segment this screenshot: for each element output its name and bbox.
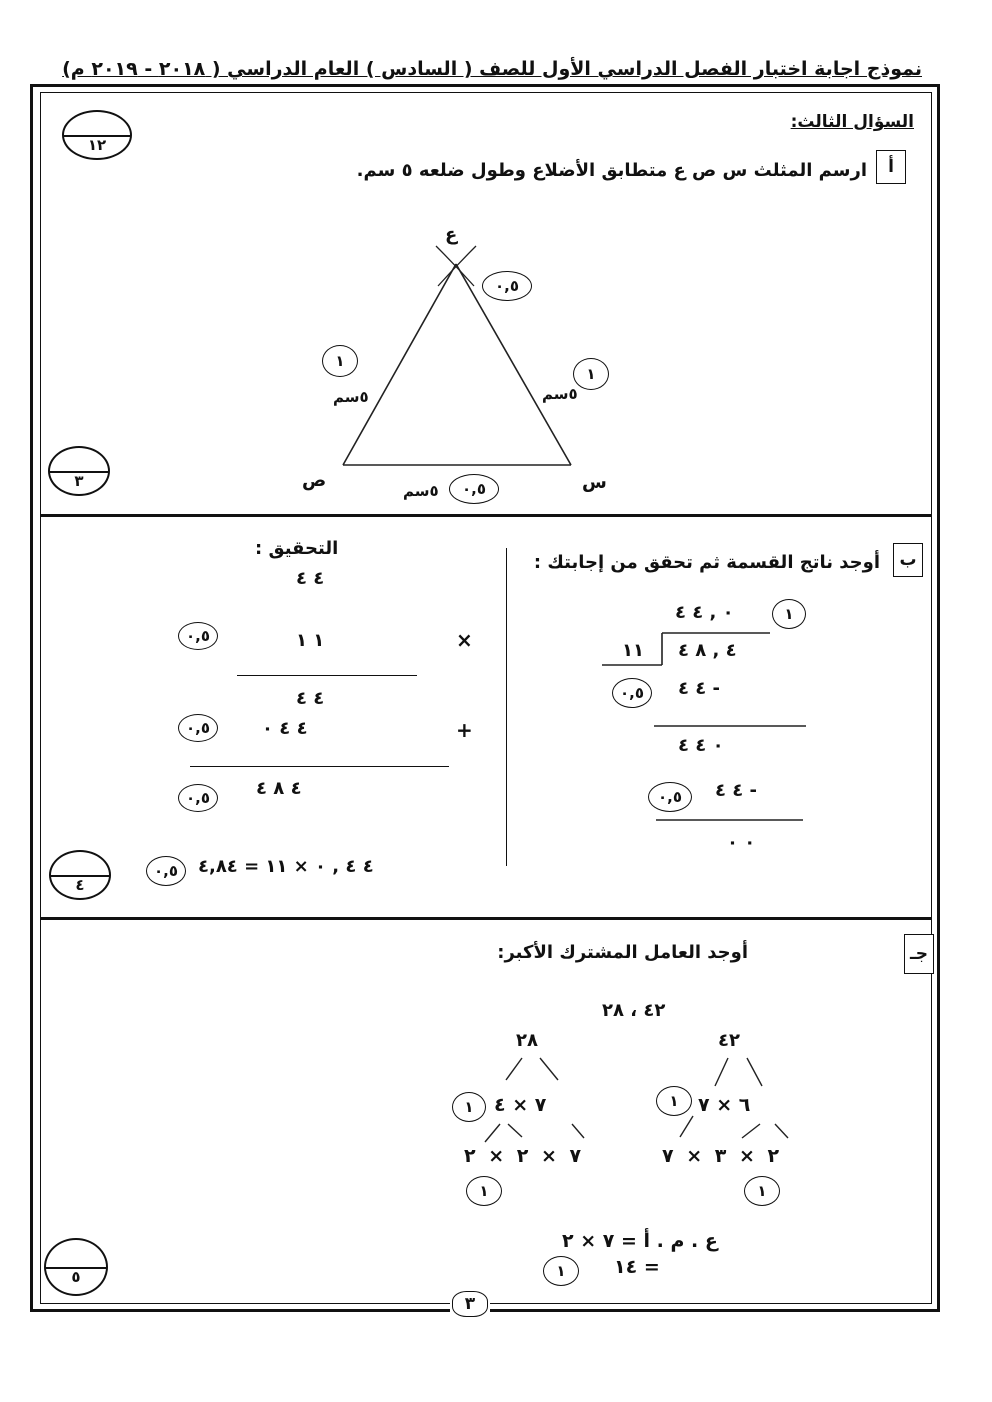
tree-42-level2-mark: ١ (744, 1176, 780, 1206)
mark-circle-left: ١ (322, 345, 358, 377)
division-final: ٠ ٠ (727, 832, 756, 853)
mark-circle-right: ١ (573, 358, 609, 390)
gcf-line2: = ١٤ (614, 1256, 660, 1278)
page-number-badge (450, 1290, 490, 1318)
step1-mark-circle: ٠,٥ (612, 678, 652, 708)
part-a-score-value: ٣ (74, 471, 84, 490)
side-bottom-length: ٥سم (403, 482, 439, 500)
step2-mark-circle: ٠,٥ (648, 782, 692, 812)
tree-28-level1: ٧ × ٤ (494, 1094, 547, 1116)
tree-28-root: ٢٨ (516, 1030, 538, 1051)
total-score-value: ١٢ (87, 135, 107, 154)
part-b-tag: ب (893, 543, 923, 577)
quotient-mark-circle: ١ (772, 599, 806, 629)
division-remainder1: ٠ ٤ ٤ (678, 735, 724, 756)
mark-circle-apex: ٠,٥ (482, 271, 532, 301)
side-left-length: ٥سم (333, 388, 369, 406)
part-b-prompt: أوجد ناتج القسمة ثم تحقق من إجابتك : (533, 552, 880, 573)
verification-title: التحقيق : (255, 538, 339, 559)
question-title: السؤال الثالث: (790, 112, 914, 132)
gcf-numbers: ٤٢ ، ٢٨ (602, 1000, 666, 1021)
quotient: ٠ , ٤ ٤ (675, 602, 734, 623)
part-c-score-value: ٥ (71, 1268, 81, 1287)
verification-multiplier: ١ ١ (296, 630, 325, 651)
division-step1: ٤ ٤ - (678, 678, 721, 699)
gcf-mark-circle: ١ (543, 1256, 579, 1286)
plus-sign: + (456, 718, 473, 742)
equation-mark-circle: ٠,٥ (146, 856, 186, 886)
tree-28-level2-mark: ١ (466, 1176, 502, 1206)
part-c-prompt: أوجد العامل المشترك الأكبر: (497, 942, 748, 963)
part-b-score-value: ٤ (75, 875, 85, 894)
tree-42-level1: ٦ × ٧ (698, 1094, 751, 1116)
verification-mark-3: ٠,٥ (178, 784, 218, 812)
part-a-prompt: ارسم المثلث س ص ع متطابق الأضلاع وطول ضلعه ٥ سم. (356, 160, 867, 181)
dividend: ٤ , ٨ ٤ (678, 640, 737, 661)
times-sign: × (456, 628, 473, 652)
vertex-left-label: ص (302, 470, 327, 491)
gcf-line1: ع . م . أ = ٧ × ٢ (562, 1230, 718, 1252)
tree-28-level2: ٧ × ٢ × ٢ (464, 1145, 582, 1167)
division-step2: ٤ ٤ - (715, 780, 758, 801)
tree-28-level1-mark: ١ (452, 1092, 486, 1122)
tree-42-level1-mark: ١ (656, 1086, 692, 1116)
mark-circle-bottom: ٠,٥ (449, 474, 499, 504)
verification-result: ٤ ٨ ٤ (256, 778, 302, 799)
part-c-tag: جـ (904, 934, 934, 974)
divisor: ١١ (622, 640, 644, 661)
verification-top: ٤ ٤ (296, 568, 325, 589)
verification-partial1: ٤ ٤ (296, 688, 325, 709)
tree-42-level2: ٢ × ٣ × ٧ (662, 1145, 780, 1167)
page-header: نموذج اجابة اختبار الفصل الدراسي الأول للصف ( السادس ) العام الدراسي ( ٢٠١٨ - ٢٠١٩ م) (62, 58, 922, 80)
tree-42-root: ٤٢ (718, 1030, 740, 1051)
vertex-top-label: ع (445, 224, 458, 245)
verification-mark-2: ٠,٥ (178, 714, 218, 742)
verification-equation: ٤ ٤ , ٠ × ١١ = ٤,٨٤ (198, 856, 374, 877)
page-number: ٣ (452, 1291, 488, 1317)
verification-mark-1: ٠,٥ (178, 622, 218, 650)
part-a-tag: أ (876, 150, 906, 184)
verification-partial2: ٤ ٤ ٠ (262, 718, 308, 739)
vertex-right-label: س (582, 472, 607, 493)
part-c-score-circle (44, 1238, 108, 1296)
side-right-length: ٥سم (542, 385, 578, 403)
